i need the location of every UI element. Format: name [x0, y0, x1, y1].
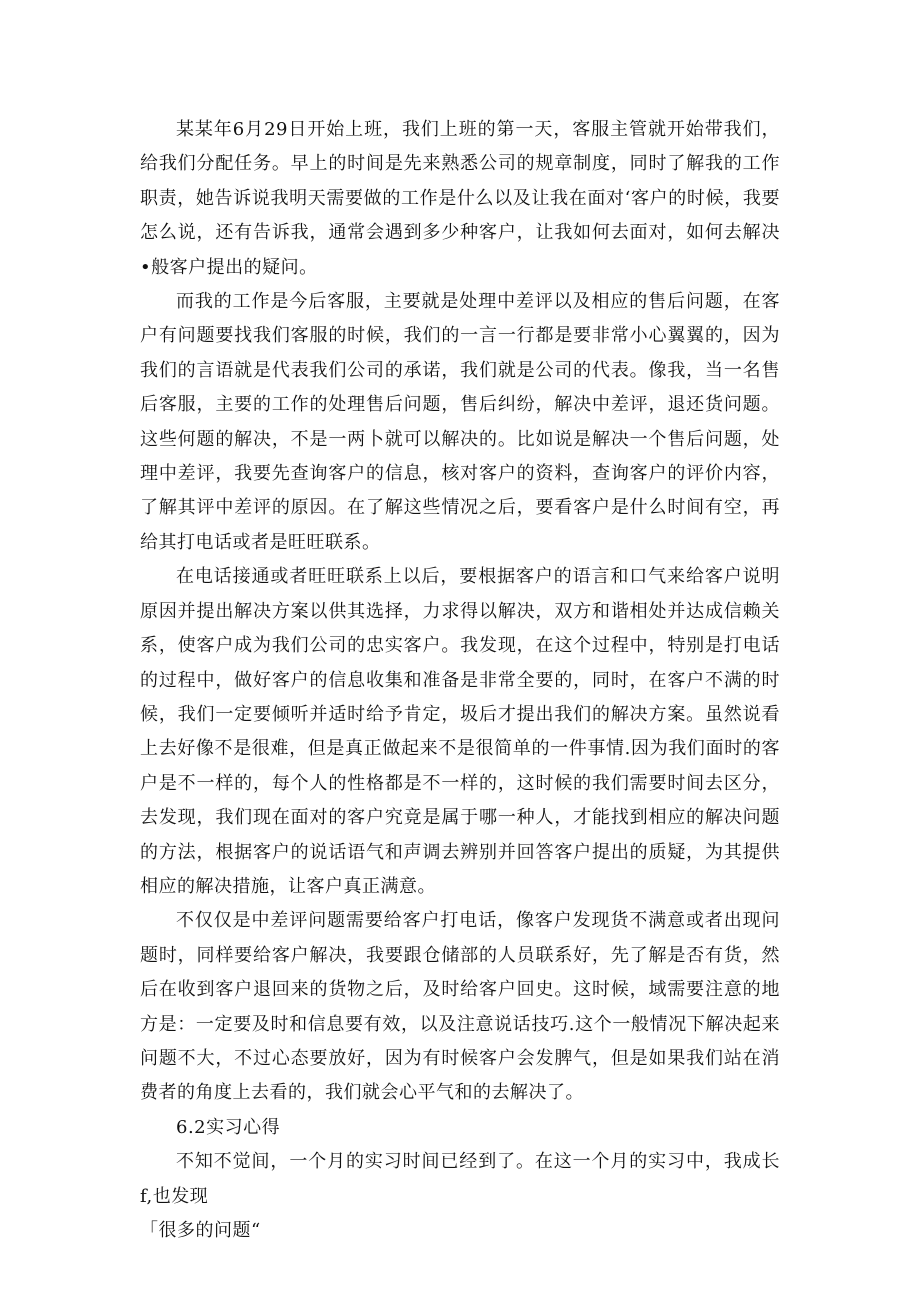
paragraph-internship-reflection: 不知不觉间，一个月的实习时间已经到了。在这一个月的实习中，我成长f,也发现: [140, 1151, 780, 1207]
paragraph-returns: 不仅仅是中差评问题需要给客户打电话，像客户发现货不满意或者出现问题时，同样要给客户解决，我要跟仓储部的人员联系好，先了解是否有货，然后在收到客户退回来的货物之后，及时给客户回史。这时候，域需要注意的地方是：一定要及时和信息要有效，以及注意说话技巧.这个一般情况下解决起来问题不大，不过心态要放好，因为有时候客户会发脾气，但是如果我们站在消费者的角度上去看的，我们就会心平气和的去解决了。: [140, 910, 780, 1104]
paragraph-first-day: 某某年6月29日开始上班，我们上班的第一天，客服主管就开始带我们，给我们分配任务。早上的时间是先来熟悉公司的规章制度，同时了解我的工作职责，她告诉说我明天需要做的工作是什么以及让我在面对‘客户的时候，我要怎么说，还有告诉我，通常会遇到多少种客户，让我如何去面对，如何去解决•般客户提出的疑问。: [140, 119, 780, 278]
section-heading: 6.2实习心得: [176, 1116, 281, 1138]
document-body: [140, 113, 780, 1248]
paragraph-after-sales-work: 而我的工作是今后客服，主要就是处理中差评以及相应的售后问题，在客户有问题要找我们客服的时候，我们的一言一行都是要非常小心翼翼的，因为我们的言语就是代表我们公司的承诺，我们就是公司的代表。像我，当一名售后客服，主要的工作的处理售后问题，售后纠纷，解决中差评，退还货问题。这些何题的解决，不是一两卜就可以解决的。比如说是解决一个售后问题，处理中差评，我要先查询客户的信息，核对客户的资料，查询客户的评价内容，了解其评中差评的原因。在了解这些情况之后，要看客户是什么时间有空，再给其打电话或者是旺旺联系。: [140, 291, 780, 553]
paragraph-communication: 在电话接通或者旺旺联系上以后，要根据客户的语言和口气来给客户说明原因并提出解决方案以供其选择，力求得以解决，双方和谐相处并达成信赖关系，使客户成为我们公司的忠实客户。我发现，在这个过程中，特别是打电话的过程中，做好客户的信息收集和准备是非常全要的，同时，在客户不满的时候，我们一定要倾听并适时给予肯定，圾后才提出我们的解决方案。虽然说看上去好像不是很难，但是真正做起来不是很简单的一件事情.因为我们面时的客户是不一样的，每个人的性格都是不一样的，这时候的我们需要时间去区分，去发现，我们现在面对的客户究竟是属于哪一种人，才能找到相应的解决问题的方法，根据客户的说话语气和声调去辨别并回答客户提出的质疑，为其提供相应的解决措施，让客户真正满意。: [140, 566, 780, 897]
paragraph-continuation: 「很多的问题“: [140, 1220, 261, 1241]
